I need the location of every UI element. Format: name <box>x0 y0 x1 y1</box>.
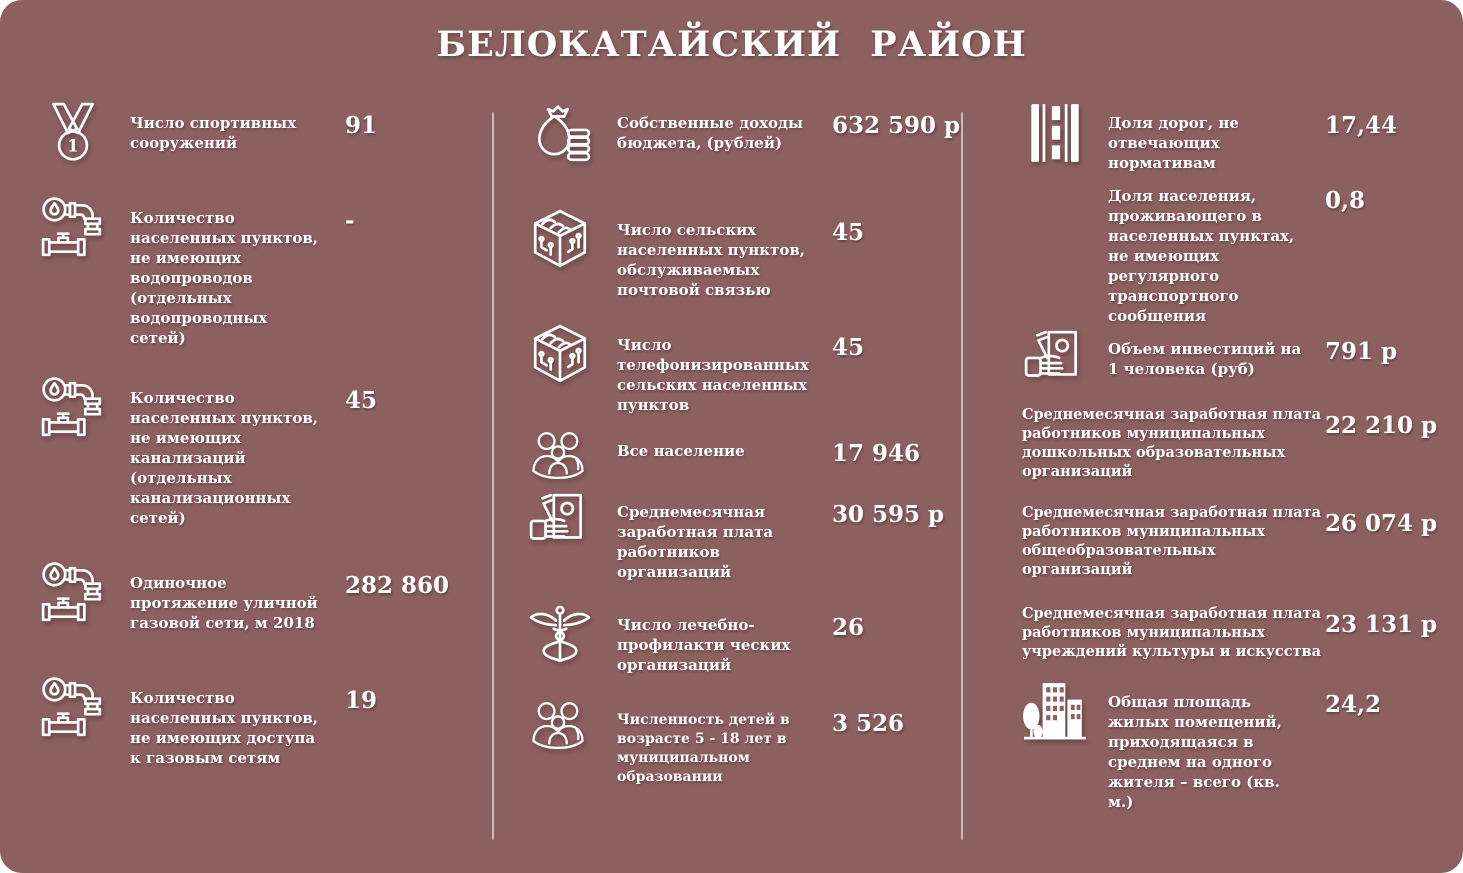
circuit-cube-icon <box>527 322 617 388</box>
money-bag-icon <box>527 100 617 166</box>
stat-label: Количество населенных пунктов, не имеющих водопроводов (отдельных водопроводных сетей) <box>130 209 318 347</box>
stat-row-no-gas-access <box>40 675 465 768</box>
stat-value: 17,44 <box>1325 112 1398 139</box>
stat-label: Среднемесячная заработная плата работников муниципальных учреждений культуры и искусства <box>1022 605 1322 660</box>
stat-label: Одиночное протяжение уличной газовой сети, м 2018 <box>130 574 318 632</box>
stat-label: Численность детей в возрасте 5 - 18 лет в муниципальном образовании <box>617 712 790 785</box>
stat-label: Собственные доходы бюджета, (рублей) <box>617 114 804 152</box>
stat-value: 26 <box>832 614 865 641</box>
stat-row-gas-network-length <box>40 560 465 633</box>
stat-label: Число телефонизированных сельских населенных пунктов <box>617 336 809 414</box>
column-divider <box>961 112 963 840</box>
stat-value: 0,8 <box>1325 187 1366 214</box>
stat-row-no-transport-share <box>1022 186 1447 326</box>
stat-value: 26 074 р <box>1325 510 1438 537</box>
stat-row-substandard-roads <box>1022 100 1447 173</box>
circuit-cube-icon <box>527 207 617 273</box>
stat-value: - <box>345 207 355 234</box>
stat-value: 30 595 р <box>832 501 945 528</box>
stat-label: Число лечебно-профилакти ческих организаций <box>617 616 791 674</box>
stat-value: 22 210 р <box>1325 412 1438 439</box>
stat-label: Количество населенных пунктов, не имеющих канализаций (отдельных канализационных сетей) <box>130 389 318 527</box>
water-pipe-icon <box>40 560 130 626</box>
stat-row-average-salary <box>527 489 945 582</box>
stat-row-investment-per-person <box>1022 326 1447 392</box>
stat-label: Количество населенных пунктов, не имеющих доступа к газовым сетям <box>130 689 318 767</box>
stat-label: Доля населения, проживающего в населенных пунктах, не имеющих регулярного транспортного сообщения <box>1108 187 1295 325</box>
stat-row-medical-organizations <box>527 602 945 675</box>
water-pipe-icon <box>40 375 130 441</box>
water-pipe-icon <box>40 195 130 261</box>
column-roads-salaries-housing <box>1022 100 1447 812</box>
stat-label: Доля дорог, не отвечающих нормативам <box>1108 114 1239 172</box>
caduceus-icon <box>527 602 617 668</box>
stat-row-total-population <box>527 428 945 484</box>
stat-value: 91 <box>345 112 378 139</box>
stat-value: 45 <box>832 334 865 361</box>
stat-row-budget-income <box>527 100 961 166</box>
stat-value: 23 131 р <box>1325 611 1438 638</box>
stat-row-sport-facilities <box>40 100 465 166</box>
population-icon <box>527 428 617 484</box>
stat-label: Среднемесячная заработная плата работников организаций <box>617 503 774 581</box>
population-icon <box>527 698 617 754</box>
water-pipe-icon <box>40 675 130 741</box>
salary-icon <box>527 489 617 555</box>
stat-value: 282 860 <box>345 572 450 599</box>
stat-row-school-salary <box>1022 503 1447 579</box>
stat-value: 45 <box>832 219 865 246</box>
stat-label: Общая площадь жилых помещений, приходящаяся в среднем на одного жителя – всего (кв. м.) <box>1108 693 1282 811</box>
stat-value: 45 <box>345 387 378 414</box>
stat-label: Среднемесячная заработная плата работников муниципальных дошкольных образовательных организаций <box>1022 406 1322 480</box>
stat-label: Объем инвестиций на 1 человека (руб) <box>1108 340 1302 378</box>
stat-value: 3 526 <box>832 710 905 737</box>
stat-row-postal-service <box>527 207 945 300</box>
stat-row-culture-salary <box>1022 604 1447 661</box>
stat-label: Число сельских населенных пунктов, обслуживаемых почтовой связью <box>617 221 805 299</box>
stat-value: 17 946 <box>832 440 921 467</box>
stat-row-no-water-supply <box>40 195 465 348</box>
medal-icon <box>40 100 130 166</box>
stat-value: 791 р <box>1325 338 1398 365</box>
stat-value: 24,2 <box>1325 691 1382 718</box>
stat-row-telephone-service <box>527 322 945 415</box>
salary-icon <box>1022 326 1108 392</box>
column-divider <box>492 112 494 840</box>
housing-icon <box>1022 679 1108 745</box>
stat-row-preschool-salary <box>1022 405 1447 481</box>
stat-row-children-count <box>527 698 945 787</box>
stat-row-housing-area <box>1022 679 1447 812</box>
stat-label: Число спортивных сооружений <box>130 114 297 152</box>
stat-value: 19 <box>345 687 378 714</box>
stat-label: Среднемесячная заработная плата работников муниципальных общеобразовательных организаций <box>1022 504 1322 578</box>
column-infrastructure <box>40 100 465 768</box>
stat-value: 632 590 р <box>832 112 961 139</box>
stat-row-no-sewerage <box>40 375 465 528</box>
road-icon <box>1022 100 1108 166</box>
stat-label: Все население <box>617 442 745 460</box>
column-budget-population <box>527 100 961 787</box>
page-title: БЕЛОКАТАЙСКИЙ РАЙОН <box>436 24 1027 65</box>
